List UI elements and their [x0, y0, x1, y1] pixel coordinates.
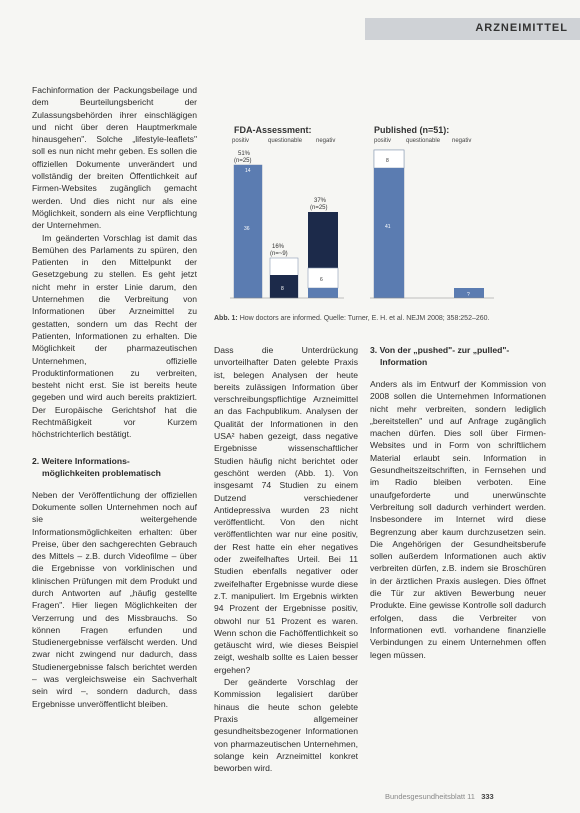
chart-left-title: FDA-Assessment: [234, 125, 312, 135]
bar-negativ-fda-light [308, 268, 338, 288]
bar-pct-label: 37% [314, 198, 327, 204]
bar-value-label: 14 [245, 168, 251, 174]
bar-positiv-published-segment [374, 150, 404, 168]
bar-pct-label: 51% [238, 151, 251, 157]
chart-left-label-positiv: positiv [232, 138, 250, 144]
figure-caption [214, 314, 554, 323]
bar-pct-label: (n=25) [310, 205, 328, 211]
bar-pct-label: 16% [272, 244, 285, 250]
section-title-line2: Information [380, 357, 428, 367]
paragraph: Im geänderten Vorschlag ist damit das Bemühen des Parlaments zu spüren, den Patienten in den Mittelpunkt der Gesetzgebung zu stellen. Es geht jetzt nicht mehr in erster Linie darum, den Unternehmen die Verbreitung von Informationen über Arzneimittel zu gestatten, sondern um das Recht der Patienten, Informationen zu erhalten. Die Möglichkeit der pharmazeutischen Unternehmen, offizielle Produktinformationen zu verbreiten, besteht nicht erst. Sie ist bereits heute gegeben und wird auch bereits praktiziert. Der Europäische Gerichtshof hat die Rechtmäßigkeit vor Kurzem höchstrichterlich bestätigt. [32, 232, 197, 440]
section-header [365, 18, 580, 40]
bar-chart-figure [214, 120, 564, 310]
caption-text: How doctors are informed. Quelle: Turner, E. H. et al. NEJM 2008; 358:252–260. [239, 315, 490, 322]
section-title: ARZNEIMITTEL [475, 22, 568, 34]
chart-right-label-questionable: questionable [406, 138, 441, 144]
section-title-line2: möglichkeiten problematisch [42, 467, 161, 478]
section-heading [32, 455, 197, 479]
paragraph: Dass die Unterdrückung unvorteilhafter Daten gelebte Praxis ist, belegen Analysen der heute bereits zulässigen Information über verschreibungspflichtige Arzneimittel an das Fachpublikum. Analysen der Qualität der Informationen in den USA² haben gezeigt, dass negative Ergebnisse wissenschaftlicher Studien häufig nicht berichtet oder geschönt werden (Abb. 1). Von insgesamt 74 Studien zu einem Dutzend verschiedener Antidepressiva wurden 23 nicht veröffentlicht. Von den nicht veröffentlichten war nur eine positiv, der Rest hatte ein eher negatives oder zweifelhaftes Urteil. Bei 11 Studien ebenfalls negativer oder zweifelhafter Ergebnisse wurde diese z.T. manipuliert. Im Ergebnis wirkten 94 Prozent der Ergebnisse positiv, obwohl nur 51 Prozent es waren. Wenn schon die Fachöffentlichkeit so getäuscht wird, wie dieses Beispiel zeigt, weshalb sollte es Laien besser ergehen? [214, 345, 358, 675]
section-title-line1: Weitere Informations- [41, 455, 130, 466]
text-column-1 [32, 84, 197, 710]
bar-value-label: 41 [385, 224, 391, 230]
paragraph: Fachinformation der Packungsbeilage und dem Beurteilungsbericht der Zulassungsbehörden ihrer einschlägigen und nicht über deren Hauptmerkmale hinausgehen". Solche „lifestyle-leaflets" soll es nun nicht mehr geben. Es sollen die offiziellen Dokumente unverändert und vollständig der breiten Öffentlichkeit auf Firmen-Websites zugänglich gemacht werden. Und dies nicht nur als eine Möglichkeit, sondern als eine Verpflichtung der Unternehmen. [32, 85, 197, 231]
page-footer [385, 792, 494, 801]
bar-positiv-published-main [374, 168, 404, 298]
text-column-3 [370, 344, 546, 661]
chart-left-label-questionable: questionable [268, 138, 303, 144]
bar-positiv-fda-main [234, 174, 262, 298]
bar-value-label: ? [467, 292, 470, 298]
bar-value-label: 8 [386, 158, 389, 164]
chart-left-label-negativ: negativ [316, 138, 336, 144]
section-number: 2. [32, 455, 40, 466]
section-heading [370, 344, 546, 368]
chart-right-label-positiv: positiv [374, 138, 392, 144]
bar-value-label: 6 [320, 277, 323, 283]
chart-right-label-negativ: negativ [452, 138, 472, 144]
section-title-line1: Von der „pushed"- zur „pulled"- [379, 345, 510, 355]
caption-label: Abb. 1: [214, 315, 238, 322]
paragraph: Anders als im Entwurf der Kommission von 2008 sollen die Unternehmen Informationen nicht mehr verbreiten, sondern lediglich „bereitstellen" und auf Anfrage zugänglich machen dürfen. Dies soll über Firmen-Websites und in Form von schriftlichem Material erlaubt sein. Information in Gesundheitszeitschriften, in Fernsehen und im Radio bleiben verboten. Eine unaufgeforderte und unerwünschte Verbreitung soll dadurch verhindert werden. Insbesondere im Internet wird diese Begrenzung aber kaum durchzusetzen sein. Die Angehörigen der Gesundheitsberufe sollen außerdem Informationen auch aktiv verbreiten dürfen, z.B. indem sie Broschüren in der ärztlichen Praxis auslegen. Dies öffnet die Tür zur aktiven Bewerbung neuer Produkte. Eine gewisse Kontrolle soll dadurch erfolgen, dass die Verbreiter von Informationen evtl. vorhandene finanzielle Verbindungen zu einem Unternehmen offen legen müssen. [370, 379, 546, 660]
chart-right-title: Published (n=51): [374, 125, 450, 135]
bar-value-label: 8 [281, 286, 284, 292]
bar-pct-label: (n=~9) [270, 251, 288, 257]
section-number: 3. [370, 345, 378, 355]
paragraph: Der geänderte Vorschlag der Kommission legalisiert darüber hinaus die heute schon gelebte Praxis allgemeiner gesundheitsbezogener Informationen von pharmazeutischen Unternehmen, solange kein Arzneimittel konkret beworben wird. [214, 677, 358, 774]
paragraph: Neben der Veröffentlichung der offiziellen Dokumente sollen Unternehmen noch auf sie weitergehende Informationsmöglichkeiten erhalten: über Preise, über den sachgerechten Gebrauch des Mittels – z.B. durch Videofilme – über die Ergebnisse von vorklinischen und klinischen Prüfungen mit dem Produkt und durch Antworten auf „häufig gestellte Fragen". Hier liegen Möglichkeiten der Verzerrung und des Missbrauchs. So können Fragen erfunden und Studienergebnisse verfälscht werden. Und zwar nicht zwingend nur dadurch, dass Studienergebnisse falsch berichtet werden – was vergleichsweise ein Sachverhalt sein wird –, sondern dadurch, dass Ergebnisse unveröffentlicht bleiben. [32, 489, 197, 709]
bar-value-label: 36 [244, 226, 250, 232]
bar-negativ-fda-blue [308, 288, 338, 298]
bar-pct-label: (n=25) [234, 158, 252, 164]
bar-questionable-fda-dark [270, 275, 298, 298]
journal-name: Bundesgesundheitsblatt 11 [385, 792, 475, 801]
text-column-2 [214, 344, 358, 774]
page-number: 333 [481, 792, 494, 801]
